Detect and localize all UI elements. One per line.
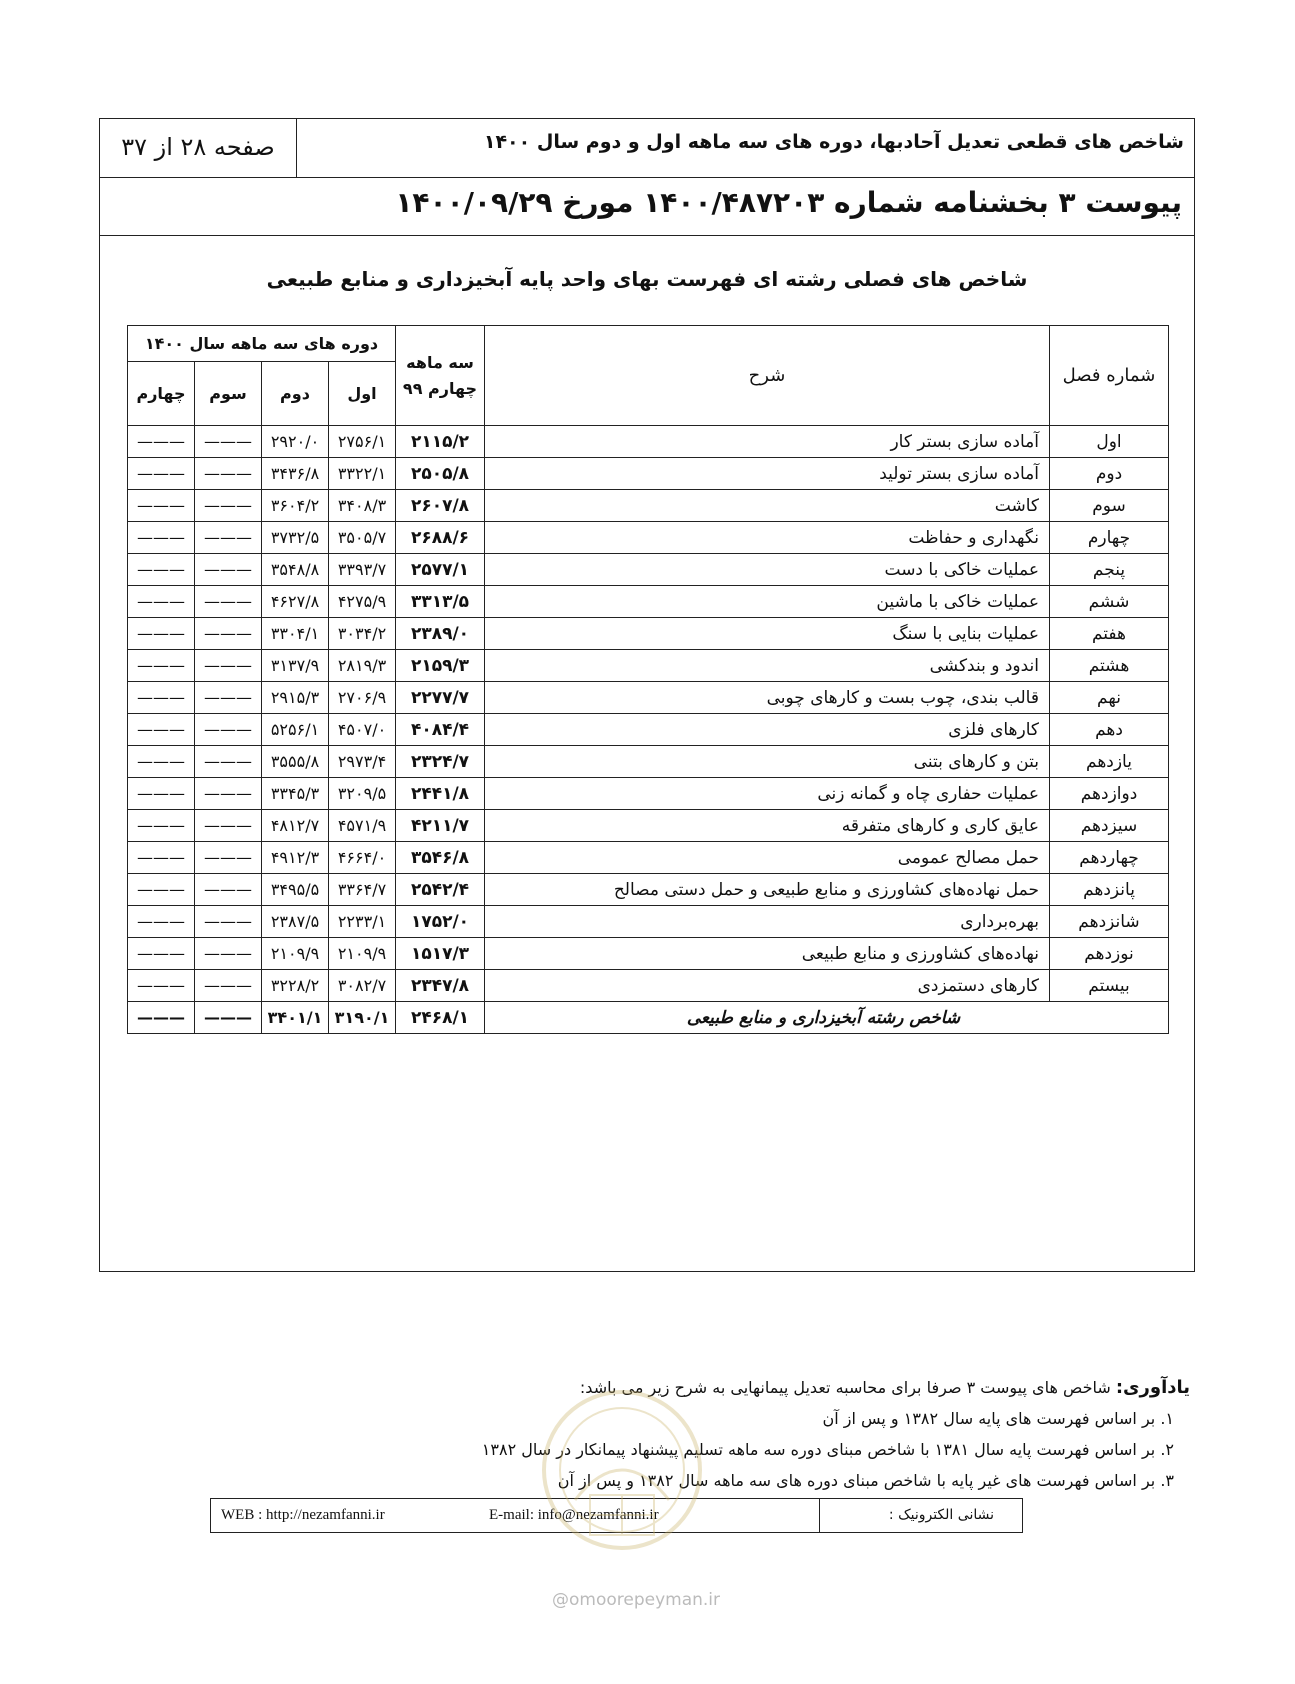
cell-chapter: اول bbox=[1050, 426, 1169, 458]
cell-chapter: نوزدهم bbox=[1050, 938, 1169, 970]
cell-q2: ۳۶۰۴/۲ bbox=[262, 490, 329, 522]
cell-chapter: شانزدهم bbox=[1050, 906, 1169, 938]
cell-q4: ——— bbox=[128, 554, 195, 586]
document-frame bbox=[99, 118, 1195, 1272]
cell-q1: ۳۳۲۲/۱ bbox=[329, 458, 396, 490]
cell-desc: کارهای فلزی bbox=[485, 714, 1050, 746]
cell-desc: آماده سازی بستر تولید bbox=[485, 458, 1050, 490]
cell-base: ۳۳۱۳/۵ bbox=[396, 586, 485, 618]
cell-q1: ۴۵۷۱/۹ bbox=[329, 810, 396, 842]
cell-q2: ۳۳۴۵/۳ bbox=[262, 778, 329, 810]
cell-q3: ——— bbox=[195, 810, 262, 842]
col-q2-header: دوم bbox=[262, 362, 329, 426]
cell-base: ۳۵۴۶/۸ bbox=[396, 842, 485, 874]
cell-desc: حمل نهاده‌های کشاورزی و منابع طبیعی و حمل دستی مصالح bbox=[485, 874, 1050, 906]
cell-chapter: یازدهم bbox=[1050, 746, 1169, 778]
cell-chapter: نهم bbox=[1050, 682, 1169, 714]
table-row bbox=[128, 746, 1169, 778]
cell-desc: نهاده‌های کشاورزی و منابع طبیعی bbox=[485, 938, 1050, 970]
cell-q2: ۳۵۵۵/۸ bbox=[262, 746, 329, 778]
cell-q2: ۳۲۲۸/۲ bbox=[262, 970, 329, 1002]
cell-q3: ——— bbox=[195, 842, 262, 874]
table-row bbox=[128, 458, 1169, 490]
cell-chapter: بیستم bbox=[1050, 970, 1169, 1002]
cell-base: ۲۵۰۵/۸ bbox=[396, 458, 485, 490]
cell-chapter: سوم bbox=[1050, 490, 1169, 522]
cell-q3: ——— bbox=[195, 650, 262, 682]
cell-q3: ——— bbox=[195, 586, 262, 618]
cell-q4: ——— bbox=[128, 458, 195, 490]
cell-desc: حمل مصالح عمومی bbox=[485, 842, 1050, 874]
cell-q3: ——— bbox=[195, 778, 262, 810]
cell-q4: ——— bbox=[128, 522, 195, 554]
cell-desc: آماده سازی بستر کار bbox=[485, 426, 1050, 458]
cell-q1: ۴۲۷۵/۹ bbox=[329, 586, 396, 618]
cell-desc: عایق کاری و کارهای متفرقه bbox=[485, 810, 1050, 842]
cell-q4: ——— bbox=[128, 842, 195, 874]
table-row bbox=[128, 522, 1169, 554]
cell-desc: بتن و کارهای بتنی bbox=[485, 746, 1050, 778]
cell-q2: ۴۹۱۲/۳ bbox=[262, 842, 329, 874]
table-row bbox=[128, 554, 1169, 586]
cell-desc: قالب بندی، چوب بست و کارهای چوبی bbox=[485, 682, 1050, 714]
cell-q3: ——— bbox=[195, 490, 262, 522]
cell-chapter: چهاردهم bbox=[1050, 842, 1169, 874]
cell-q4: ——— bbox=[128, 906, 195, 938]
cell-chapter: پانزدهم bbox=[1050, 874, 1169, 906]
table-row bbox=[128, 714, 1169, 746]
cell-base: ۲۱۵۹/۳ bbox=[396, 650, 485, 682]
col-q1-header: اول bbox=[329, 362, 396, 426]
cell-base: ۲۲۷۷/۷ bbox=[396, 682, 485, 714]
cell-chapter: هفتم bbox=[1050, 618, 1169, 650]
cell-base: ۲۳۴۷/۸ bbox=[396, 970, 485, 1002]
cell-q2: ۲۳۸۷/۵ bbox=[262, 906, 329, 938]
cell-chapter: دوم bbox=[1050, 458, 1169, 490]
reminder-item-2: ۲. بر اساس فهرست پایه سال ۱۳۸۱ با شاخص مبنای دوره سه ماهه تسلیم پیشنهاد پیمانکار در سال ۱۳۸۲ bbox=[481, 1440, 1174, 1459]
cell-q2: ۳۳۰۴/۱ bbox=[262, 618, 329, 650]
cell-q1: ۲۲۳۳/۱ bbox=[329, 906, 396, 938]
cell-desc: عملیات خاکی با دست bbox=[485, 554, 1050, 586]
table-row bbox=[128, 650, 1169, 682]
cell-chapter: چهارم bbox=[1050, 522, 1169, 554]
cell-q1: ۲۷۵۶/۱ bbox=[329, 426, 396, 458]
total-base: ۲۴۶۸/۱ bbox=[396, 1002, 485, 1034]
cell-q3: ——— bbox=[195, 906, 262, 938]
cell-base: ۲۶۰۷/۸ bbox=[396, 490, 485, 522]
table-row bbox=[128, 810, 1169, 842]
cell-chapter: دهم bbox=[1050, 714, 1169, 746]
cell-base: ۴۲۱۱/۷ bbox=[396, 810, 485, 842]
table-row bbox=[128, 906, 1169, 938]
cell-chapter: سیزدهم bbox=[1050, 810, 1169, 842]
page-number: صفحه ۲۸ از ۳۷ bbox=[100, 119, 297, 177]
cell-q4: ——— bbox=[128, 714, 195, 746]
cell-base: ۴۰۸۴/۴ bbox=[396, 714, 485, 746]
circular-row bbox=[100, 178, 1194, 236]
col-desc-header: شرح bbox=[485, 326, 1050, 426]
table-row bbox=[128, 618, 1169, 650]
cell-q3: ——— bbox=[195, 458, 262, 490]
table-row bbox=[128, 938, 1169, 970]
cell-q4: ——— bbox=[128, 938, 195, 970]
cell-q1: ۳۵۰۵/۷ bbox=[329, 522, 396, 554]
cell-q4: ——— bbox=[128, 490, 195, 522]
cell-q2: ۳۴۹۵/۵ bbox=[262, 874, 329, 906]
reminder-item-1: ۱. بر اساس فهرست های پایه سال ۱۳۸۲ و پس از آن bbox=[822, 1409, 1174, 1428]
col-q3-header: سوم bbox=[195, 362, 262, 426]
cell-base: ۲۵۴۲/۴ bbox=[396, 874, 485, 906]
cell-q1: ۳۰۸۲/۷ bbox=[329, 970, 396, 1002]
col-base-header bbox=[396, 326, 485, 426]
cell-base: ۲۵۷۷/۱ bbox=[396, 554, 485, 586]
cell-q4: ——— bbox=[128, 970, 195, 1002]
table-subtitle: شاخص های فصلی رشته ای فهرست بهای واحد پایه آبخیزداری و منابع طبیعی bbox=[266, 267, 1028, 291]
col-q4-header: چهارم bbox=[128, 362, 195, 426]
col-base-line1: سه ماهه bbox=[406, 352, 474, 372]
cell-base: ۲۱۱۵/۲ bbox=[396, 426, 485, 458]
cell-desc: عملیات حفاری چاه و گمانه زنی bbox=[485, 778, 1050, 810]
total-q4: ——— bbox=[128, 1002, 195, 1034]
cell-q3: ——— bbox=[195, 746, 262, 778]
cell-base: ۲۴۴۱/۸ bbox=[396, 778, 485, 810]
cell-desc: عملیات خاکی با ماشین bbox=[485, 586, 1050, 618]
reminder-item-3: ۳. بر اساس فهرست های غیر پایه با شاخص مبنای دوره های سه ماهه سال ۱۳۸۲ و پس از آن bbox=[557, 1471, 1174, 1490]
cell-base: ۲۳۲۴/۷ bbox=[396, 746, 485, 778]
cell-q1: ۳۴۰۸/۳ bbox=[329, 490, 396, 522]
cell-desc: بهره‌برداری bbox=[485, 906, 1050, 938]
reminder-label: یادآوری: bbox=[1115, 1377, 1190, 1398]
col-group-header: دوره های سه ماهه سال ۱۴۰۰ bbox=[128, 326, 396, 362]
total-q2: ۳۴۰۱/۱ bbox=[262, 1002, 329, 1034]
cell-q4: ——— bbox=[128, 874, 195, 906]
total-q3: ——— bbox=[195, 1002, 262, 1034]
cell-q3: ——— bbox=[195, 714, 262, 746]
total-q1: ۳۱۹۰/۱ bbox=[329, 1002, 396, 1034]
cell-desc: کاشت bbox=[485, 490, 1050, 522]
cell-desc: اندود و بندکشی bbox=[485, 650, 1050, 682]
table-row bbox=[128, 842, 1169, 874]
table-row bbox=[128, 778, 1169, 810]
cell-q4: ——— bbox=[128, 618, 195, 650]
header-row bbox=[100, 119, 1194, 178]
cell-q1: ۴۶۶۴/۰ bbox=[329, 842, 396, 874]
cell-q1: ۲۱۰۹/۹ bbox=[329, 938, 396, 970]
table-row bbox=[128, 490, 1169, 522]
cell-q1: ۳۳۹۳/۷ bbox=[329, 554, 396, 586]
cell-q4: ——— bbox=[128, 650, 195, 682]
cell-q1: ۲۸۱۹/۳ bbox=[329, 650, 396, 682]
cell-q2: ۲۱۰۹/۹ bbox=[262, 938, 329, 970]
cell-base: ۲۳۸۹/۰ bbox=[396, 618, 485, 650]
cell-base: ۲۶۸۸/۶ bbox=[396, 522, 485, 554]
cell-q4: ——— bbox=[128, 426, 195, 458]
cell-q2: ۳۱۳۷/۹ bbox=[262, 650, 329, 682]
cell-q4: ——— bbox=[128, 682, 195, 714]
col-base-line2: چهارم ۹۹ bbox=[402, 378, 478, 398]
cell-q2: ۳۴۳۶/۸ bbox=[262, 458, 329, 490]
email-link[interactable]: E-mail: info@nezamfanni.ir bbox=[489, 1507, 659, 1523]
cell-q1: ۴۵۰۷/۰ bbox=[329, 714, 396, 746]
cell-chapter: ششم bbox=[1050, 586, 1169, 618]
cell-q3: ——— bbox=[195, 554, 262, 586]
cell-desc: کارهای دستمزدی bbox=[485, 970, 1050, 1002]
index-table bbox=[127, 325, 1169, 1034]
watermark-seal-icon bbox=[535, 1380, 710, 1585]
cell-q2: ۲۹۱۵/۳ bbox=[262, 682, 329, 714]
table-row bbox=[128, 874, 1169, 906]
table-row bbox=[128, 970, 1169, 1002]
cell-q4: ——— bbox=[128, 810, 195, 842]
cell-q3: ——— bbox=[195, 938, 262, 970]
cell-chapter: پنجم bbox=[1050, 554, 1169, 586]
table-total-row bbox=[128, 1002, 1169, 1034]
cell-q4: ——— bbox=[128, 778, 195, 810]
table-row bbox=[128, 682, 1169, 714]
cell-q3: ——— bbox=[195, 618, 262, 650]
cell-q1: ۲۷۰۶/۹ bbox=[329, 682, 396, 714]
cell-chapter: دوازدهم bbox=[1050, 778, 1169, 810]
table-row bbox=[128, 426, 1169, 458]
cell-q1: ۳۰۳۴/۲ bbox=[329, 618, 396, 650]
cell-q3: ——— bbox=[195, 970, 262, 1002]
cell-q2: ۴۸۱۲/۷ bbox=[262, 810, 329, 842]
cell-base: ۱۷۵۲/۰ bbox=[396, 906, 485, 938]
cell-chapter: هشتم bbox=[1050, 650, 1169, 682]
header-title: شاخص های قطعی تعدیل آحادبها، دوره های سه ماهه اول و دوم سال ۱۴۰۰ bbox=[483, 131, 1184, 153]
cell-desc: عملیات بنایی با سنگ bbox=[485, 618, 1050, 650]
table-row bbox=[128, 586, 1169, 618]
address-label: نشانی الکترونیک : bbox=[819, 1499, 1022, 1532]
cell-desc: نگهداری و حفاظت bbox=[485, 522, 1050, 554]
cell-q1: ۳۲۰۹/۵ bbox=[329, 778, 396, 810]
cell-q3: ——— bbox=[195, 874, 262, 906]
cell-q3: ——— bbox=[195, 682, 262, 714]
cell-q2: ۵۲۵۶/۱ bbox=[262, 714, 329, 746]
reminder-intro: شاخص های پیوست ۳ صرفا برای محاسبه تعدیل پیمانهایی به شرح زیر می باشد: bbox=[579, 1378, 1111, 1397]
cell-q4: ——— bbox=[128, 746, 195, 778]
cell-q1: ۲۹۷۳/۴ bbox=[329, 746, 396, 778]
cell-q4: ——— bbox=[128, 586, 195, 618]
cell-q2: ۲۹۲۰/۰ bbox=[262, 426, 329, 458]
cell-base: ۱۵۱۷/۳ bbox=[396, 938, 485, 970]
watermark-text: @omoorepeyman.ir bbox=[552, 1590, 721, 1610]
cell-q2: ۴۶۲۷/۸ bbox=[262, 586, 329, 618]
cell-q1: ۳۳۶۴/۷ bbox=[329, 874, 396, 906]
circular-title: پیوست ۳ بخشنامه شماره ۱۴۰۰/۴۸۷۲۰۳ مورخ ۱۴۰۰/۰۹/۲۹ bbox=[395, 186, 1182, 219]
web-link[interactable]: WEB : http://nezamfanni.ir bbox=[221, 1507, 385, 1523]
col-chapter-header: شماره فصل bbox=[1050, 326, 1169, 426]
cell-q3: ——— bbox=[195, 426, 262, 458]
cell-q3: ——— bbox=[195, 522, 262, 554]
total-desc: شاخص رشته آبخیزداری و منابع طبیعی bbox=[485, 1002, 1169, 1034]
cell-q2: ۳۵۴۸/۸ bbox=[262, 554, 329, 586]
cell-q2: ۳۷۳۲/۵ bbox=[262, 522, 329, 554]
